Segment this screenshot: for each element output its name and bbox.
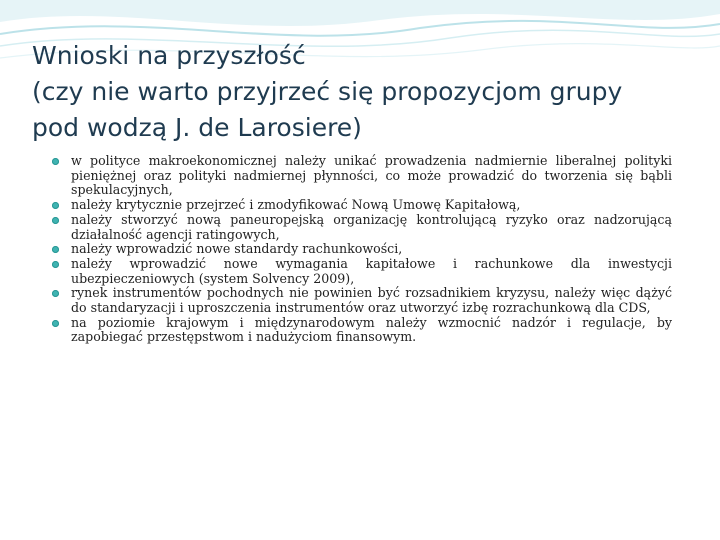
bullet-dot-icon: [52, 261, 59, 268]
bullet-dot-icon: [52, 320, 59, 327]
bullet-item: [52, 316, 672, 345]
bullet-item: [52, 213, 672, 242]
slide-title: [32, 38, 692, 146]
bullet-item: [52, 198, 672, 213]
bullet-item: [52, 154, 672, 198]
bullet-item: [52, 257, 672, 286]
bullet-text: w polityce makroekonomicznej należy unikać prowadzenia nadmiernie liberalnej polityki pieniężnej oraz polityki nadmiernej płynności, co może prowadzić do tworzenia się bąbli spekulacyjnych,: [71, 153, 672, 198]
bullet-text: należy stworzyć nową paneuropejską organizację kontrolującą ryzyko oraz nadzorującą działalność agencji ratingowych,: [71, 211, 672, 242]
bullet-text: należy wprowadzić nowe wymagania kapitałowe i rachunkowe dla inwestycji ubezpieczeniowych (system Solvency 2009),: [71, 255, 672, 286]
bullet-text: należy wprowadzić nowe standardy rachunkowości,: [71, 241, 403, 257]
bullet-dot-icon: [52, 290, 59, 297]
title-line: (czy nie warto przyjrzeć się propozycjom grupy: [32, 77, 623, 106]
bullet-dot-icon: [52, 246, 59, 253]
bullet-item: [52, 242, 672, 257]
title-line: Wnioski na przyszłość: [32, 41, 306, 70]
bullet-item: [52, 286, 672, 315]
bullet-list: [52, 154, 672, 345]
title-line: pod wodzą J. de Larosiere): [32, 113, 362, 142]
bullet-text: rynek instrumentów pochodnych nie powinien być rozsadnikiem kryzysu, należy więc dążyć do standaryzacji i uproszczenia instrumentów oraz utworzyć izbę rozrachunkową dla CDS,: [71, 285, 672, 316]
bullet-text: na poziomie krajowym i międzynarodowym należy wzmocnić nadzór i regulacje, by zapobiegać przestępstwom i nadużyciom finansowym.: [71, 314, 672, 345]
bullet-dot-icon: [52, 217, 59, 224]
bullet-dot-icon: [52, 202, 59, 209]
bullet-dot-icon: [52, 158, 59, 165]
bullet-text: należy krytycznie przejrzeć i zmodyfikować Nową Umowę Kapitałową,: [71, 197, 521, 213]
